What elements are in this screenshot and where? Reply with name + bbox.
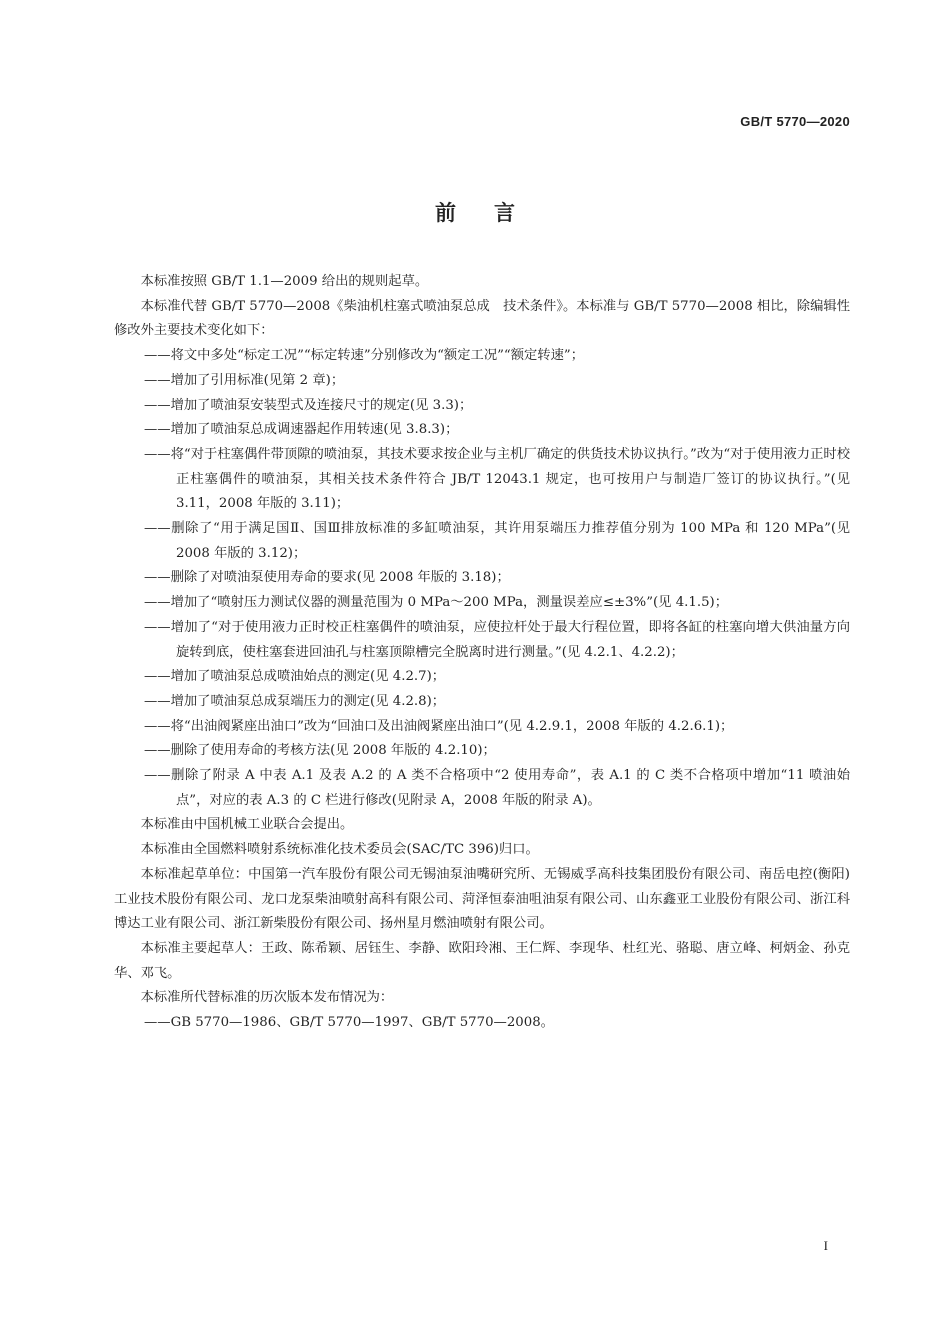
- page-title: 前言: [435, 201, 553, 225]
- paragraph-drafting-units: 本标准起草单位：中国第一汽车股份有限公司无锡油泵油嘴研究所、无锡威孚高科技集团股份有限公司、南岳电控(衡阳)工业技术股份有限公司、龙口龙泵柴油喷射高科有限公司、菏泽恒泰油咀油泵有限公司、山东鑫亚工业股份有限公司、浙江科博达工业有限公司、浙江新柴股份有限公司、扬州星月燃油喷射有限公司。: [114, 866, 850, 932]
- change-item: ——将文中多处“标定工况”“标定转速”分别修改为“额定工况”“额定转速”；: [144, 348, 584, 364]
- paragraph-history-intro: 本标准所代替标准的历次版本发布情况为：: [140, 990, 394, 1006]
- change-item: ——删除了“用于满足国Ⅱ、国Ⅲ排放标准的多缸喷油泵，其许用泵端压力推荐值分别为 100 MPa 和 120 MPa”(见 2008 年版的 3.12)；: [144, 521, 850, 561]
- document-body: [114, 270, 850, 1036]
- change-item: ——增加了喷油泵安装型式及连接尺寸的规定(见 3.3)；: [144, 397, 473, 413]
- change-item: ——删除了对喷油泵使用寿命的要求(见 2008 年版的 3.18)；: [144, 570, 510, 586]
- standard-code: GB/T 5770—2020: [740, 114, 850, 129]
- paragraph-replaces: 本标准代替 GB/T 5770—2008《柴油机柱塞式喷油泵总成 技术条件》。本标准与 GB/T 5770—2008 相比，除编辑性修改外主要技术变化如下：: [114, 298, 850, 339]
- change-item: ——增加了喷油泵总成调速器起作用转速(见 3.8.3)；: [144, 422, 459, 438]
- paragraph-drafters: 本标准主要起草人：王政、陈希颖、居钰生、李静、欧阳玲湘、王仁辉、李现华、杜红光、骆聪、唐立峰、柯炳金、孙克华、邓飞。: [114, 940, 850, 981]
- change-item: ——删除了使用寿命的考核方法(见 2008 年版的 4.2.10)；: [144, 743, 496, 759]
- change-item: ——将“出油阀紧座出油口”改为“回油口及出油阀紧座出油口”(见 4.2.9.1，2008 年版的 4.2.6.1)；: [144, 718, 734, 734]
- change-item: ——将“对于柱塞偶件带顶隙的喷油泵，其技术要求按企业与主机厂确定的供货技术协议执行。”改为“对于使用液力正时校正柱塞偶件的喷油泵，其相关技术条件符合 JB/T 12043.1 规定，也可按用户与制造厂签订的协议执行。”(见 3.11，2008 年版的 3.11)；: [144, 446, 850, 512]
- change-item: ——删除了附录 A 中表 A.1 及表 A.2 的 A 类不合格项中“2 使用寿命”，表 A.1 的 C 类不合格项中增加“11 喷油始点”，对应的表 A.3 的 C 栏进行修改(见附录 A，2008 年版的附录 A)。: [144, 768, 850, 808]
- history-item: ——GB 5770—1986、GB/T 5770—1997、GB/T 5770—2008。: [144, 1015, 554, 1031]
- page-number: I: [823, 1238, 828, 1253]
- paragraph-drafting-rules: 本标准按照 GB/T 1.1—2009 给出的规则起草。: [140, 274, 429, 289]
- change-item: ——增加了喷油泵总成喷油始点的测定(见 4.2.7)；: [144, 669, 446, 685]
- change-item: ——增加了“喷射压力测试仪器的测量范围为 0 MPa～200 MPa，测量误差应≤±3%”(见 4.1.5)；: [144, 595, 729, 611]
- change-item: ——增加了“对于使用液力正时校正柱塞偶件的喷油泵，应使拉杆处于最大行程位置，即将各缸的柱塞向增大供油量方向旋转到底，使柱塞套进回油孔与柱塞顶隙槽完全脱离时进行测量。”(见 4.2.1、4.2.2)；: [144, 619, 850, 660]
- paragraph-committee: 本标准由全国燃料喷射系统标准化技术委员会(SAC/TC 396)归口。: [140, 842, 539, 858]
- change-item: ——增加了引用标准(见第 2 章)；: [144, 372, 345, 388]
- paragraph-proposed-by: 本标准由中国机械工业联合会提出。: [140, 817, 354, 833]
- change-item: ——增加了喷油泵总成泵端压力的测定(见 4.2.8)；: [144, 693, 446, 709]
